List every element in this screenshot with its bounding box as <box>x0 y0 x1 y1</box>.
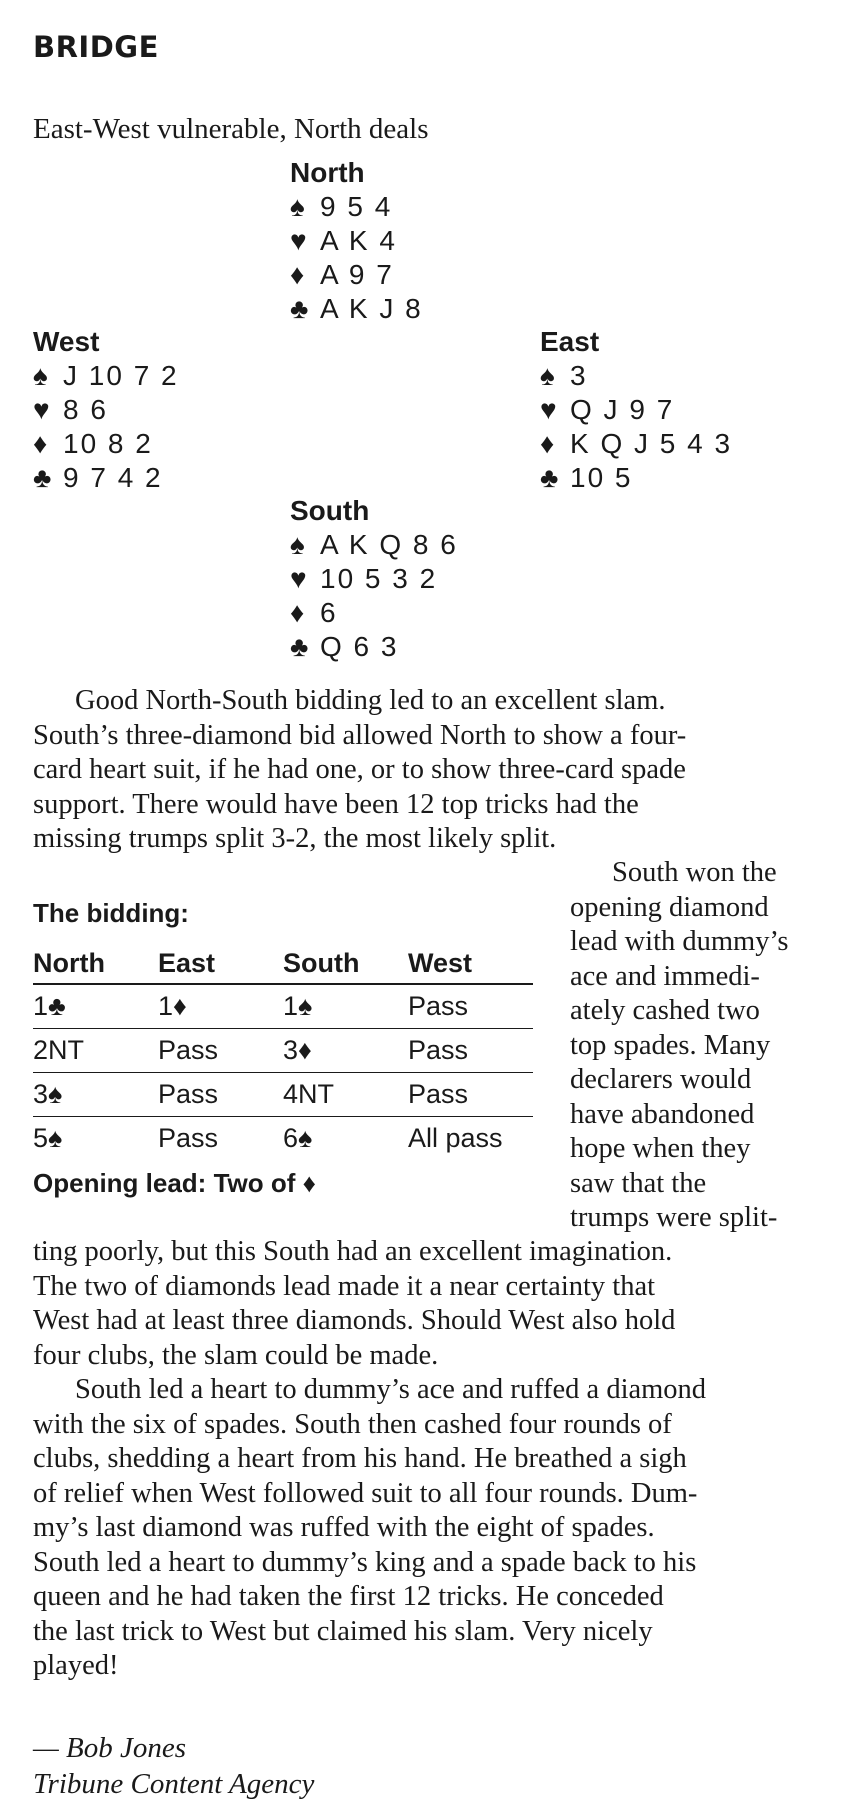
text-line: ately cashed two <box>570 995 760 1026</box>
vulnerability-line: East-West vulnerable, North deals <box>33 113 429 145</box>
hand-name: South <box>290 495 370 526</box>
text-line: with the six of spades. South then cashed four rounds of <box>33 1408 672 1440</box>
text-line: queen and he had taken the first 12 tricks. He conceded <box>33 1581 664 1612</box>
bid-cell: 6♠ <box>283 1123 313 1153</box>
text-line: hope when they <box>570 1133 751 1164</box>
club-icon: ♣ <box>540 462 559 493</box>
diamond-icon: ♦ <box>290 597 305 628</box>
hand-name: East <box>540 326 600 357</box>
bid-cell: Pass <box>408 1073 533 1117</box>
bid-cell: 3♠ <box>33 1073 158 1117</box>
hand-spades: 3 <box>570 360 588 391</box>
spade-icon: ♠ <box>33 360 48 391</box>
text-line: ace and immedi- <box>570 960 760 992</box>
table-row <box>33 1117 533 1161</box>
text-line: the last trick to West but claimed his slam. Very nicely <box>33 1615 653 1647</box>
text-line: trumps were split- <box>570 1202 778 1233</box>
hand-clubs: A K J 8 <box>320 293 423 324</box>
bid-cell: 2NT <box>33 1029 158 1073</box>
article-paragraph-2-side <box>570 856 788 1236</box>
text-line: West had at least three diamonds. Should West also hold <box>33 1305 676 1336</box>
hand-hearts: A K 4 <box>320 225 397 256</box>
bid-cell: Pass <box>158 1073 283 1117</box>
column-header: West <box>408 943 533 984</box>
bid-cell: Pass <box>408 984 533 1029</box>
bidding-heading: The bidding: <box>33 898 189 928</box>
page-title: BRIDGE <box>33 30 159 64</box>
diamond-icon: ♦ <box>290 259 305 290</box>
heart-icon: ♥ <box>33 394 50 425</box>
text-line: South led a heart to dummy’s ace and ruffed a diamond <box>75 1374 707 1405</box>
column-header: South <box>283 943 408 984</box>
text-line: clubs, shedding a heart from his hand. He breathed a sigh <box>33 1443 687 1474</box>
text-line: of relief when West followed suit to all four rounds. Dum- <box>33 1477 698 1509</box>
hand-hearts: 10 5 3 2 <box>320 563 438 594</box>
text-line: South won the <box>612 857 777 888</box>
bid-cell: Pass <box>158 1123 219 1153</box>
bid-cell: 3♦ <box>283 1029 408 1073</box>
bid-cell: 1♣ <box>33 984 158 1029</box>
bidding-table <box>33 943 533 1160</box>
article-paragraph-3 <box>33 1373 706 1684</box>
diamond-icon: ♦ <box>540 428 555 459</box>
article-paragraph-2-continued <box>33 1235 675 1373</box>
bid-cell: 1♦ <box>158 984 283 1029</box>
hand-south <box>290 494 458 664</box>
hand-name: West <box>33 326 100 357</box>
text-line: card heart suit, if he had one, or to show three-card spade <box>33 754 686 785</box>
heart-icon: ♥ <box>290 563 307 594</box>
text-line: South’s three-diamond bid allowed North to show a four- <box>33 719 687 751</box>
hand-west <box>33 325 179 495</box>
text-line: support. There would have been 12 top tricks had the <box>33 788 639 820</box>
text-line: opening diamond <box>570 891 769 923</box>
column-header: North <box>33 943 158 984</box>
bid-cell: 4NT <box>283 1073 408 1117</box>
hand-diamonds: 10 8 2 <box>63 428 153 459</box>
text-line: my’s last diamond was ruffed with the eight of spades. <box>33 1512 655 1543</box>
column-header: East <box>158 943 283 984</box>
heart-icon: ♥ <box>290 225 307 256</box>
club-icon: ♣ <box>290 293 309 324</box>
hand-diamonds: 6 <box>320 597 338 628</box>
heart-icon: ♥ <box>540 394 557 425</box>
text-line: The two of diamonds lead made it a near certainty that <box>33 1270 656 1302</box>
bid-cell: Pass <box>408 1029 533 1073</box>
hand-name: North <box>290 157 365 188</box>
hand-clubs: 10 5 <box>570 462 633 493</box>
byline-author: — Bob Jones <box>33 1732 187 1764</box>
table-row <box>33 984 533 1029</box>
text-line: have abandoned <box>570 1098 755 1130</box>
opening-lead: Opening lead: Two of ♦ <box>33 1168 316 1198</box>
bid-cell: Pass <box>158 1029 283 1073</box>
hand-spades: 9 5 4 <box>320 191 393 222</box>
hand-spades: J 10 7 2 <box>63 360 179 391</box>
club-icon: ♣ <box>290 631 309 662</box>
hand-spades: A K Q 8 6 <box>320 529 458 560</box>
bid-cell: 5♠ <box>33 1123 63 1153</box>
text-line: saw that the <box>570 1167 707 1199</box>
byline-agency: Tribune Content Agency <box>33 1768 315 1800</box>
diamond-icon: ♦ <box>33 428 48 459</box>
text-line: played! <box>33 1650 119 1681</box>
bid-cell: All pass <box>408 1123 503 1153</box>
spade-icon: ♠ <box>290 191 305 222</box>
hand-diamonds: K Q J 5 4 3 <box>570 428 733 459</box>
hand-east <box>540 325 732 495</box>
club-icon: ♣ <box>33 462 52 493</box>
hand-hearts: Q J 9 7 <box>570 394 675 425</box>
text-line: ting poorly, but this South had an excellent imagination. <box>33 1236 673 1267</box>
text-line: top spades. Many <box>570 1029 771 1061</box>
hand-clubs: Q 6 3 <box>320 631 399 662</box>
hand-clubs: 9 7 4 2 <box>63 462 163 493</box>
bidding-box <box>33 893 543 1199</box>
table-row <box>33 1029 533 1073</box>
text-line: lead with dummy’s <box>570 926 789 957</box>
spade-icon: ♠ <box>540 360 555 391</box>
text-line: declarers would <box>570 1064 752 1095</box>
text-line: South led a heart to dummy’s king and a spade back to his <box>33 1546 697 1578</box>
hand-hearts: 8 6 <box>63 394 108 425</box>
text-line: missing trumps split 3-2, the most likely split. <box>33 823 557 854</box>
bid-cell: 1♠ <box>283 984 408 1029</box>
hand-north <box>290 156 423 326</box>
spade-icon: ♠ <box>290 529 305 560</box>
article-paragraph-1 <box>33 684 686 857</box>
hand-diamonds: A 9 7 <box>320 259 394 290</box>
text-line: Good North-South bidding led to an excellent slam. <box>75 685 666 716</box>
text-line: four clubs, the slam could be made. <box>33 1339 439 1371</box>
table-row <box>33 1073 533 1117</box>
table-header-row <box>33 943 533 984</box>
